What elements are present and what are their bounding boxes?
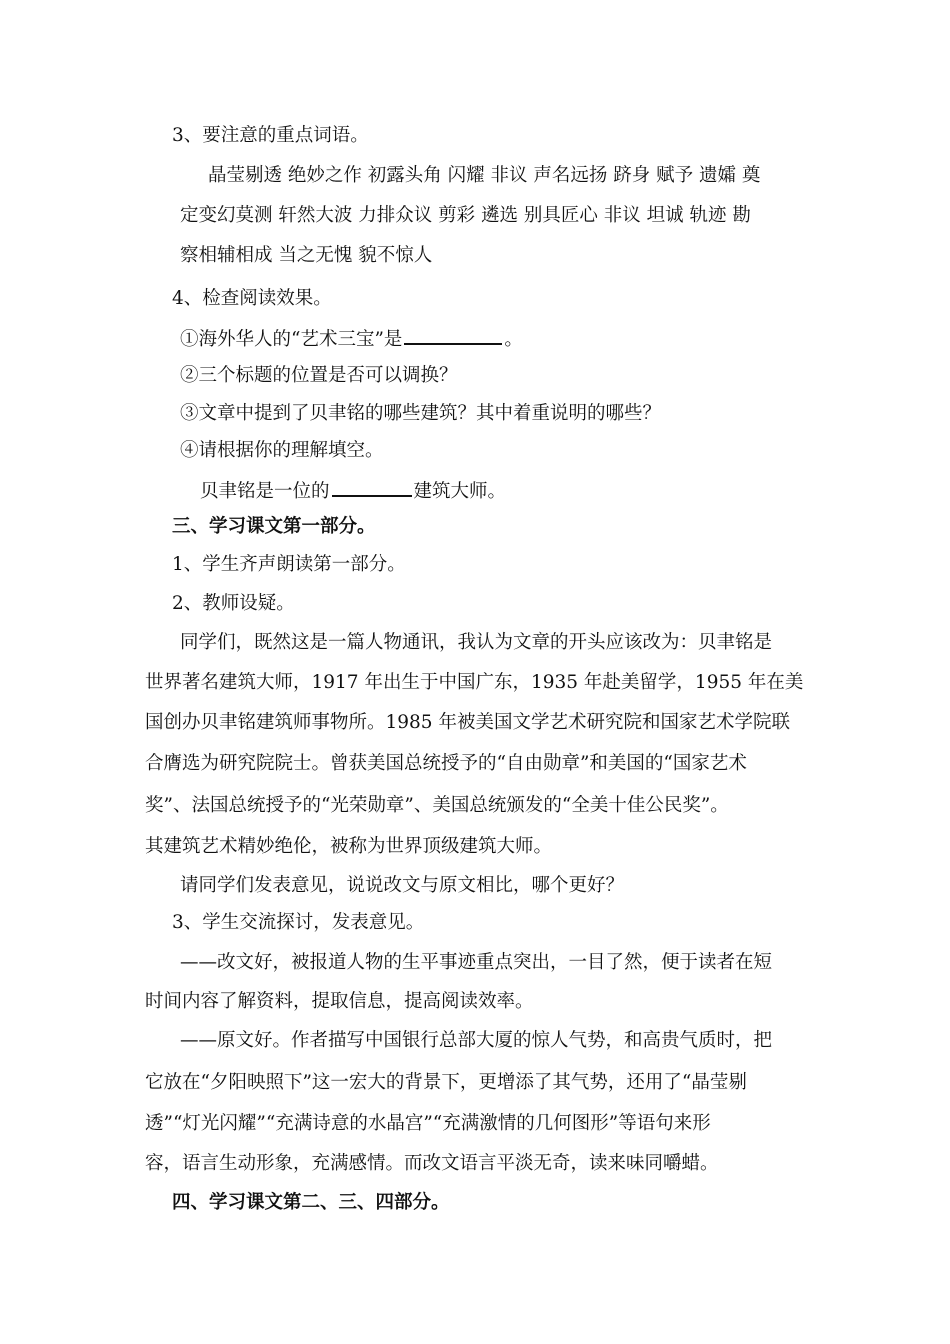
paragraph-line: ——改文好，被报道人物的生平事迹重点突出，一目了然，便于读者在短 — [180, 952, 773, 973]
key-words-line-3: 察相辅相成 当之无愧 貌不惊人 — [180, 245, 433, 266]
question-1-text: ①海外华人的“艺术三宝”是 — [180, 329, 403, 350]
item-key-words-heading: 3、要注意的重点词语。 — [172, 125, 369, 146]
question-2: ②三个标题的位置是否可以调换？ — [180, 365, 458, 386]
step-2: 2、教师设疑。 — [172, 593, 295, 614]
paragraph-line: 它放在“夕阳映照下”这一宏大的背景下，更增添了其气势，还用了“晶莹剔 — [145, 1072, 747, 1093]
question-4: ④请根据你的理解填空。 — [180, 440, 384, 461]
paragraph-line: ——原文好。作者描写中国银行总部大厦的惊人气势，和高贵气质时，把 — [180, 1030, 773, 1051]
section-three-heading: 三、学习课文第一部分。 — [172, 516, 376, 537]
paragraph-line: 请同学们发表意见，说说改文与原文相比，哪个更好？ — [180, 875, 625, 896]
fill-sentence-start: 贝聿铭是一位的 — [200, 481, 330, 502]
paragraph-line: 奖”、法国总统授予的“光荣勋章”、美国总统颁发的“全美十佳公民奖”。 — [145, 795, 729, 816]
item-reading-check-heading: 4、检查阅读效果。 — [172, 288, 332, 309]
paragraph-line: 容，语言生动形象，充满感情。而改文语言平淡无奇，读来味同嚼蜡。 — [145, 1153, 719, 1174]
fill-blank-2 — [332, 477, 412, 497]
paragraph-line: 世界著名建筑大师，1917 年出生于中国广东，1935 年赴美留学，1955 年在美 — [145, 672, 804, 693]
fill-sentence — [200, 477, 506, 505]
step-3: 3、学生交流探讨，发表意见。 — [172, 912, 425, 933]
paragraph-line: 时间内容了解资料，提取信息，提高阅读效率。 — [145, 991, 534, 1012]
question-1-end: 。 — [504, 329, 523, 350]
question-3: ③文章中提到了贝聿铭的哪些建筑？其中着重说明的哪些？ — [180, 403, 662, 424]
paragraph-line: 国创办贝聿铭建筑师事物所。1985 年被美国文学艺术研究院和国家艺术学院联 — [145, 712, 790, 733]
key-words-line-1: 晶莹剔透 绝妙之作 初露头角 闪耀 非议 声名远扬 跻身 赋予 遗孀 奠 — [208, 165, 761, 186]
fill-blank-1 — [404, 325, 502, 345]
question-1 — [180, 325, 523, 353]
step-1: 1、学生齐声朗读第一部分。 — [172, 554, 406, 575]
key-words-line-2: 定变幻莫测 轩然大波 力排众议 剪彩 遴选 别具匠心 非议 坦诚 轨迹 勘 — [180, 205, 751, 226]
paragraph-line: 其建筑艺术精妙绝伦，被称为世界顶级建筑大师。 — [145, 836, 553, 857]
paragraph-line: 透”“灯光闪耀”“充满诗意的水晶宫”“充满激情的几何图形”等语句来形 — [145, 1113, 711, 1134]
paragraph-line: 同学们，既然这是一篇人物通讯，我认为文章的开头应该改为：贝聿铭是 — [180, 632, 773, 653]
fill-sentence-end: 建筑大师。 — [413, 481, 507, 502]
section-four-heading: 四、学习课文第二、三、四部分。 — [172, 1192, 450, 1213]
paragraph-line: 合膺选为研究院院士。曾获美国总统授予的“自由勋章”和美国的“国家艺术 — [145, 753, 747, 774]
